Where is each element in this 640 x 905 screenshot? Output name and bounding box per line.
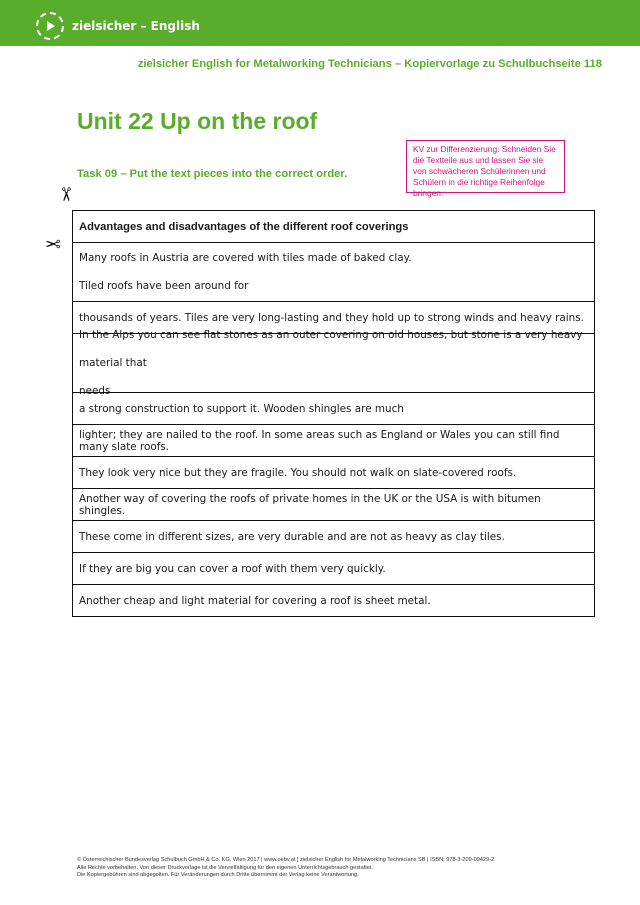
text-strip: These come in different sizes, are very durable and are not as heavy as clay tiles. [73, 520, 594, 552]
strip-heading: Advantages and disadvantages of the different roof coverings [79, 220, 409, 233]
banner-dotted-edge [0, 38, 640, 48]
text-strip: Another way of covering the roofs of private homes in the UK or the USA is with bitumen shingles. [73, 488, 594, 520]
strip-line: Tiled roofs have been around for [79, 280, 249, 292]
strip-line: In the Alps you can see flat stones as an outer covering on old houses, but stone is a very heavy material that [79, 329, 583, 369]
logo-text: zielsicher – English [72, 19, 200, 33]
brand-logo [36, 12, 200, 40]
text-strip: lighter; they are nailed to the roof. In some areas such as England or Wales you can still find many slate roofs. [73, 424, 594, 456]
cut-out-text-strips [72, 210, 595, 617]
scissors-icon: ✂ [45, 232, 61, 254]
play-icon [36, 12, 64, 40]
text-strip: a strong construction to support it. Wooden shingles are much [73, 392, 594, 424]
footer-line: Die Kopiergebühren sind abgegolten. Für Veränderungen durch Dritte übernimmt der Verlag keine Verantwortung. [77, 872, 359, 878]
text-strip: If they are big you can cover a roof with them very quickly. [73, 552, 594, 584]
strip-line: Many roofs in Austria are covered with tiles made of baked clay. [79, 252, 412, 264]
page-header-line: zielsicher English for Metalworking Technicians – Kopiervorlage zu Schulbuchseite 118 [137, 58, 602, 70]
task-title: Task 09 – Put the text pieces into the correct order. [77, 168, 348, 180]
text-strip [73, 242, 594, 301]
footer-line: © Österreichischer Bundesverlag Schulbuch GmbH & Co. KG, Wien 2017 | www.oebv.at | zielsicher English for Metalworking Technicians SB | ISBN: 978-3-209-09429-2 [77, 857, 495, 863]
scissors-icon: ✂ [54, 186, 77, 203]
differentiation-note: KV zur Differenzierung: Schneiden Sie die Textteile aus und lassen Sie sie von schwächeren Schülerinnen und Schülern in die richtige Reihenfolge bringen. [406, 140, 565, 193]
footer-line: Alle Rechte vorbehalten. Von dieser Druckvorlage ist die Vervielfältigung für den eigenen Unterrichtsgebrauch gestattet. [77, 864, 374, 871]
text-strip: They look very nice but they are fragile. You should not walk on slate-covered roofs. [73, 456, 594, 488]
unit-title: Unit 22 Up on the roof [77, 108, 318, 134]
text-strip: thousands of years. Tiles are very long-lasting and they hold up to strong winds and heavy rains. [73, 301, 594, 333]
text-strip [73, 329, 594, 397]
copyright-footer [77, 857, 597, 880]
strip-line: needs [79, 385, 111, 397]
text-strip: Another cheap and light material for covering a roof is sheet metal. [73, 584, 594, 616]
